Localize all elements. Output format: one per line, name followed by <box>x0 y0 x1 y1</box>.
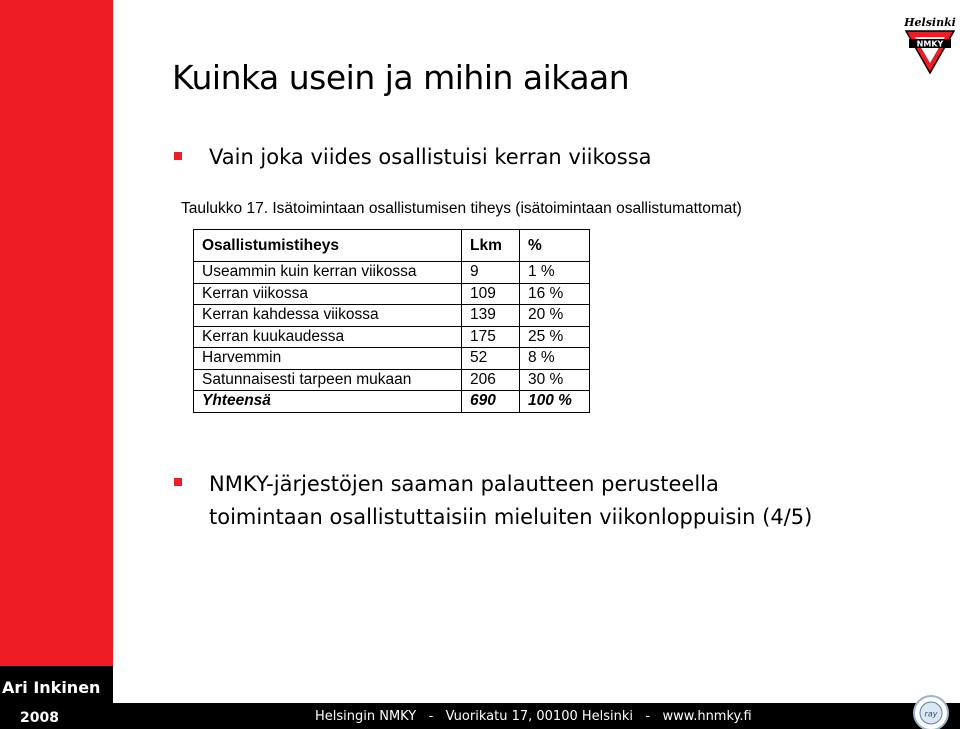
table-cell: 109 <box>462 283 520 305</box>
hnmky-logo <box>903 15 957 75</box>
header-cell: Lkm <box>462 230 520 262</box>
table-cell: 100 % <box>520 391 590 413</box>
footer-year: 2008 <box>20 710 59 726</box>
footer-contact: Helsingin NMKY - Vuorikatu 17, 00100 Helsinki - www.hnmky.fi <box>315 709 752 724</box>
bullet-marker <box>174 152 182 160</box>
table-cell: Harvemmin <box>194 348 462 370</box>
table-row <box>194 262 590 284</box>
table-cell: 30 % <box>520 369 590 391</box>
table-row <box>194 326 590 348</box>
table-cell: Satunnaisesti tarpeen mukaan <box>194 369 462 391</box>
table-cell: Kerran viikossa <box>194 283 462 305</box>
bullet-text-2: NMKY-järjestöjen saaman palautteen perusteella <box>209 472 719 496</box>
table-cell: 175 <box>462 326 520 348</box>
table-row <box>194 283 590 305</box>
table-cell: 1 % <box>520 262 590 284</box>
logo-text-helsinki: Helsinki <box>904 16 956 29</box>
table-caption: Taulukko 17. Isätoimintaan osallistumisen tiheys (isätoimintaan osallistumattomat) <box>181 200 742 217</box>
logo-text-nmky: NMKY <box>916 39 944 49</box>
bullet-text-1: Vain joka viides osallistuisi kerran viikossa <box>209 145 652 169</box>
table-cell: Yhteensä <box>194 391 462 413</box>
table-total-row <box>194 391 590 413</box>
table-cell: 16 % <box>520 283 590 305</box>
bullet-text-2-continued: toimintaan osallistuttaisiin mieluiten viikonloppuisin (4/5) <box>209 505 813 529</box>
side-accent-bar <box>0 0 113 729</box>
header-cell: Osallistumistiheys <box>194 230 462 262</box>
table-cell: 8 % <box>520 348 590 370</box>
bullet-marker <box>174 478 182 486</box>
table-cell: 206 <box>462 369 520 391</box>
table-cell: Useammin kuin kerran viikossa <box>194 262 462 284</box>
footer-author: Ari Inkinen <box>2 678 101 697</box>
table-cell: 139 <box>462 305 520 327</box>
table-cell: 20 % <box>520 305 590 327</box>
table-row <box>194 369 590 391</box>
table-row <box>194 348 590 370</box>
table-cell: Kerran kuukaudessa <box>194 326 462 348</box>
data-table <box>193 229 590 413</box>
table-cell: Kerran kahdessa viikossa <box>194 305 462 327</box>
badge-text: ray <box>924 709 938 719</box>
table-cell: 52 <box>462 348 520 370</box>
header-cell: % <box>520 230 590 262</box>
table-row <box>194 305 590 327</box>
table-cell: 25 % <box>520 326 590 348</box>
table-cell: 690 <box>462 391 520 413</box>
table-cell: 9 <box>462 262 520 284</box>
ray-badge-icon <box>909 691 953 729</box>
table-header-row <box>194 230 590 262</box>
slide-title: Kuinka usein ja mihin aikaan <box>172 58 630 97</box>
